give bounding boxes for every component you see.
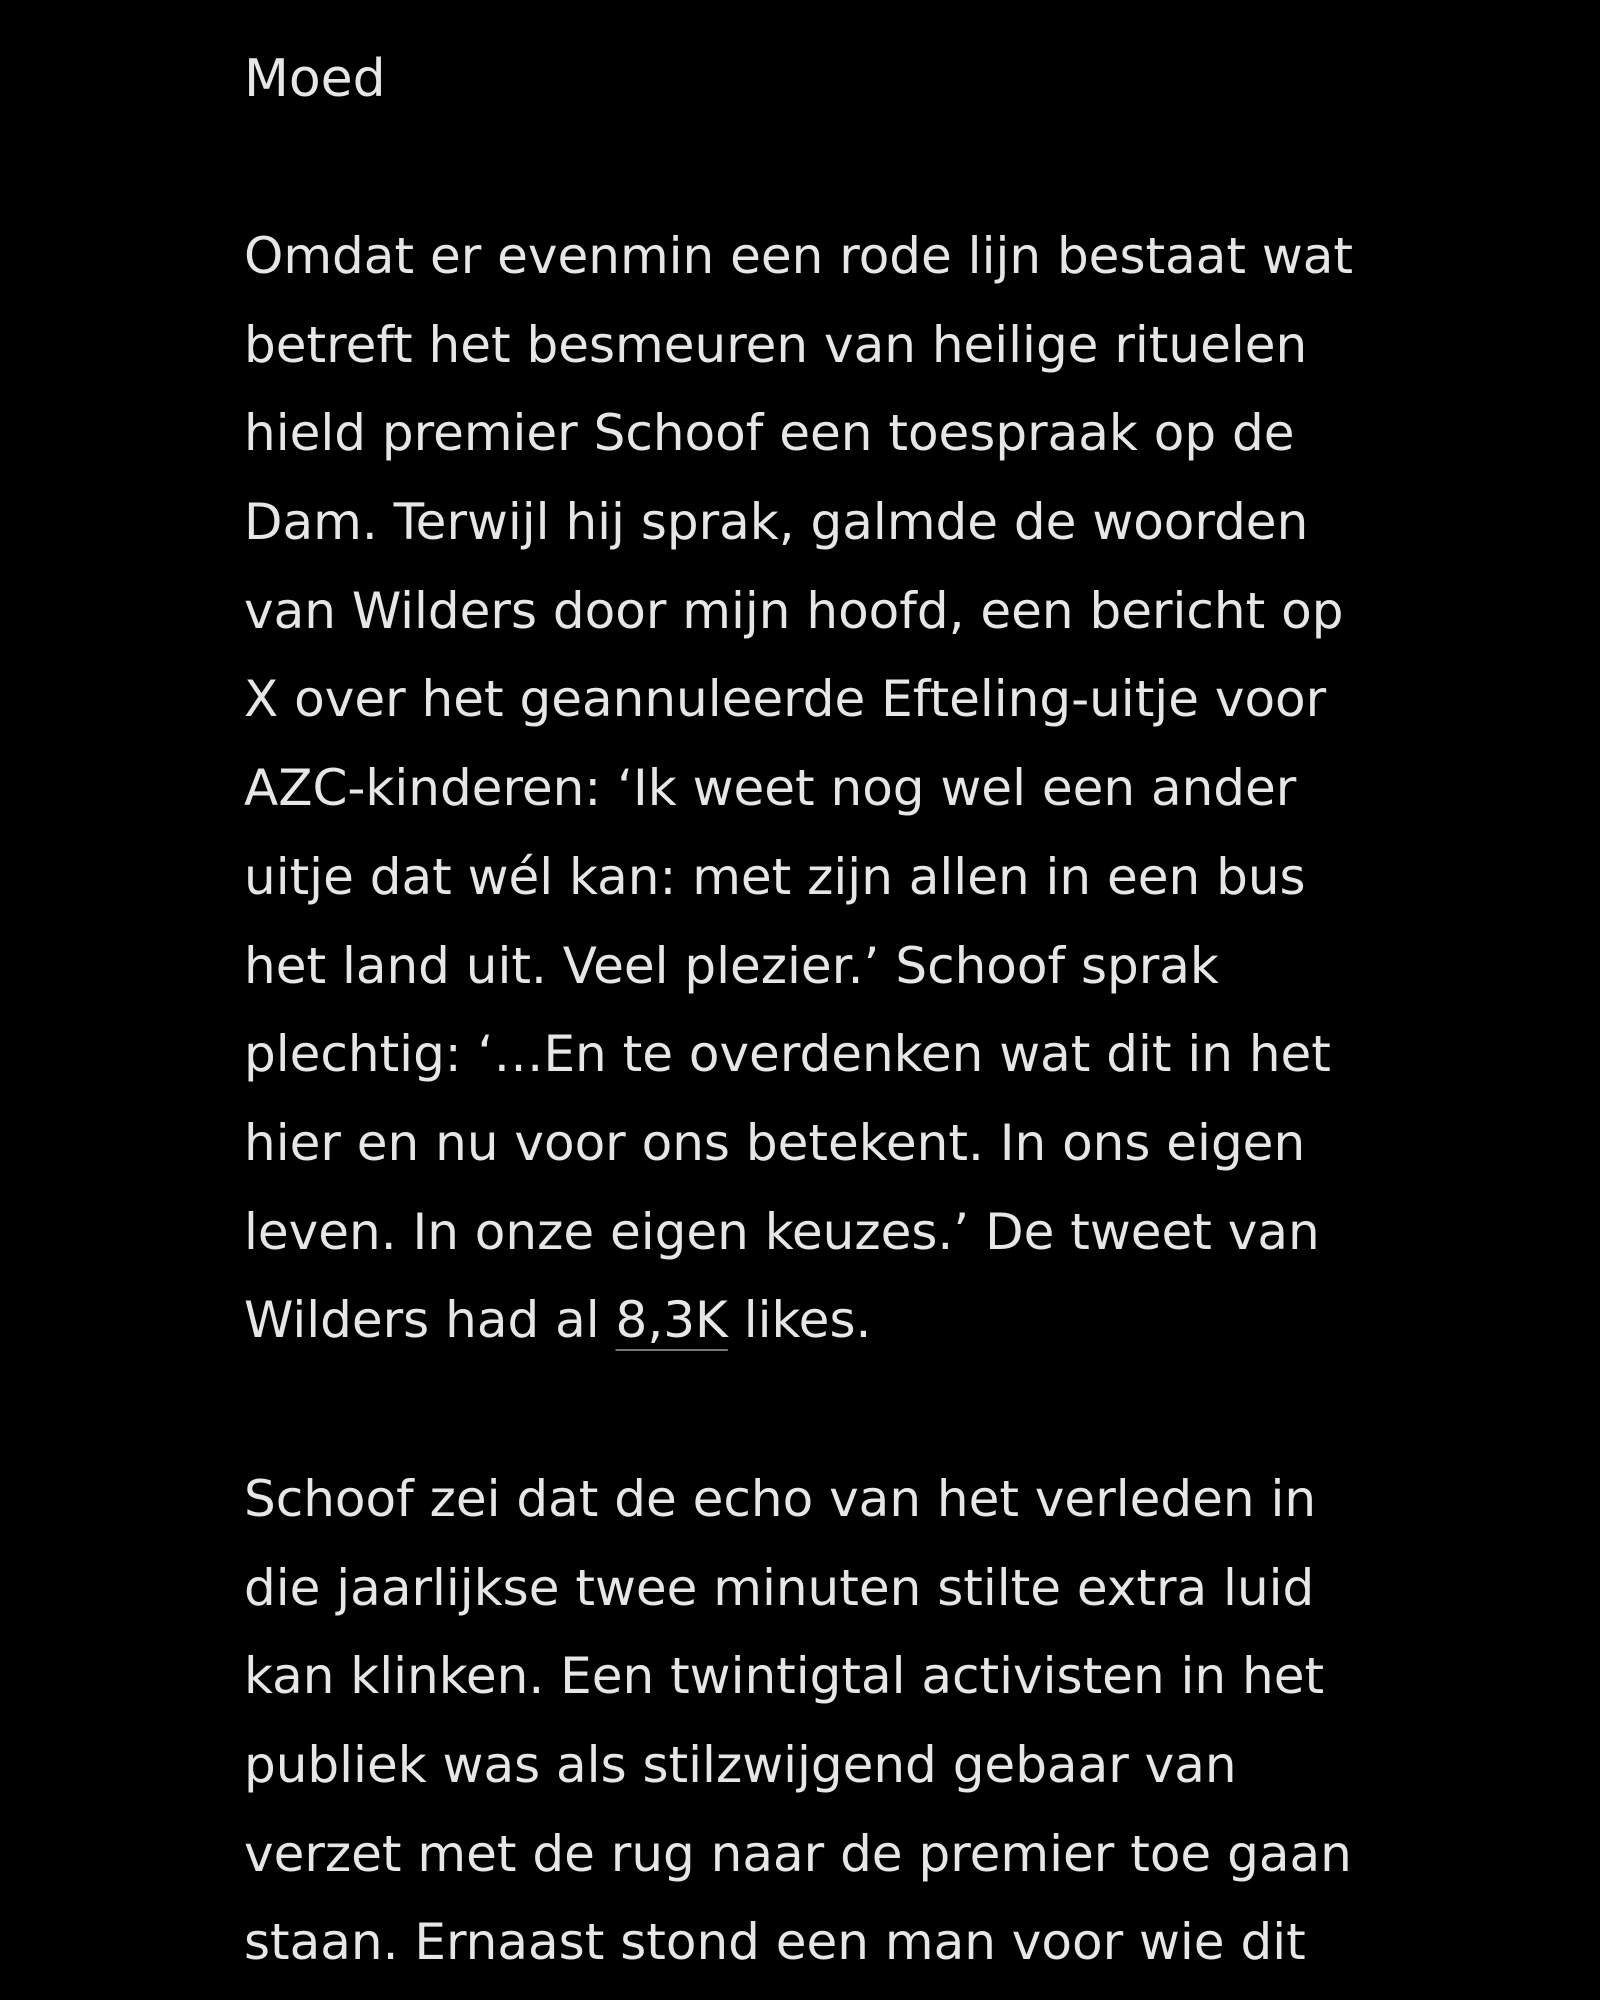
paragraph-line: het land uit. Veel plezier.’ Schoof sprak [244,936,1219,995]
paragraph-line: van Wilders door mijn hoofd, een bericht op [244,581,1344,640]
last-line-text-after: likes. [727,1291,872,1350]
last-line-text-before: Wilders had al [244,1291,616,1350]
likes-count-link[interactable]: 8,3K [615,1291,728,1350]
paragraph-line: die jaarlijkse twee minuten stilte extra luid [244,1558,1315,1617]
paragraph-last-line [244,1276,1353,1365]
paragraph-line: leven. In onze eigen keuzes.’ De tweet van [244,1202,1320,1261]
paragraph-line: staan. Ernaast stond een man voor wie dit [244,1913,1306,1972]
paragraph-line: kan klinken. Een twintigtal activisten in het [244,1647,1325,1706]
paragraph-line: plechtig: ‘…En te overdenken wat dit in het [244,1025,1331,1084]
paragraph-line: X over het geannuleerde Efteling-uitje voor [244,670,1327,729]
paragraph-line: uitje dat wél kan: met zijn allen in een bus [244,847,1306,906]
paragraph-line: verzet met de rug naar de premier toe gaan [244,1824,1352,1883]
paragraph-line: Omdat er evenmin een rode lijn bestaat wat [244,227,1354,285]
paragraph-2 [244,1455,1352,1987]
paragraph-line: Dam. Terwijl hij sprak, galmde de woorden [244,493,1309,552]
paragraph-line: hield premier Schoof een toespraak op de [244,404,1295,463]
paragraph-line: publiek was als stilzwijgend gebaar van [244,1736,1237,1795]
paragraph-line: hier en nu voor ons betekent. In ons eigen [244,1113,1306,1172]
section-heading: Moed [244,49,386,109]
paragraph-line: AZC-kinderen: ‘Ik weet nog wel een ander [244,759,1297,818]
paragraph-line: betreft het besmeuren van heilige rituelen [244,315,1308,374]
paragraph-1 [244,212,1353,1365]
paragraph-line: Schoof zei dat de echo van het verleden in [244,1470,1317,1528]
